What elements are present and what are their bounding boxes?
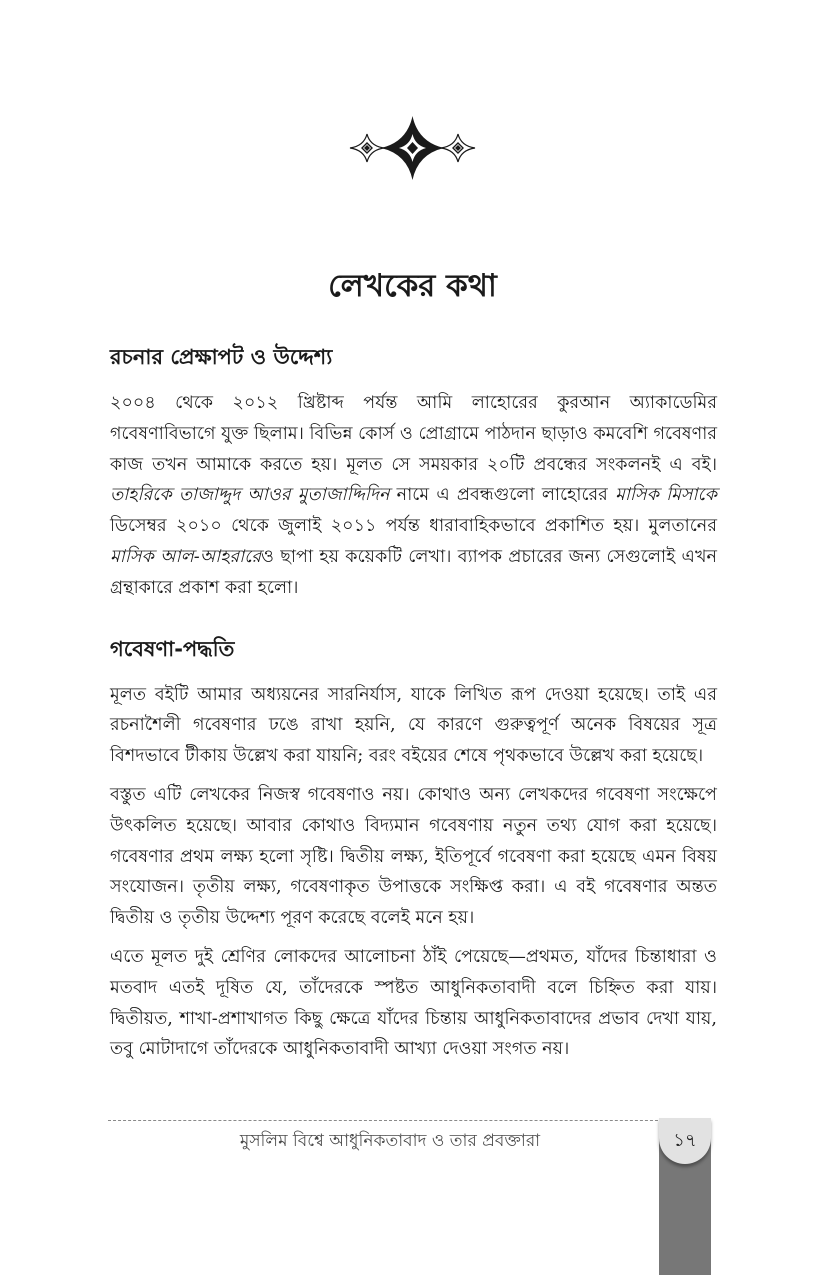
paragraph-text: এতে মূলত দুই শ্রেণির লোকদের আলোচনা ঠাঁই পেয়েছে—প্রথমত, যাঁদের চিন্তাধারা ও মতবাদ এতই দূষিত যে, তাঁদেরকে স্পষ্টত আধুনিকতাবাদী বলে চিহ্নিত করা যায়। দ্বিতীয়ত, শাখা-প্রশাখাগত কিছু ক্ষেত্রে যাঁদের চিন্তায় আধুনিকতাবাদের প্রভাব দেখা যায়, তবু মোটাদাগে তাঁদেরকে আধুনিকতাবাদী আখ্যা দেওয়া সংগত নয়। bbox=[110, 946, 717, 1060]
section-methodology bbox=[110, 632, 717, 1066]
page-number: ১৭ bbox=[673, 1130, 697, 1151]
italic-periodical-name: মাসিক আল-আহরারে bbox=[110, 546, 262, 567]
italic-periodical-name: মাসিক মিসাকে bbox=[615, 485, 717, 506]
running-title: মুসলিম বিশ্বে আধুনিকতাবাদ ও তার প্রবক্তারা bbox=[239, 1131, 541, 1151]
paragraph bbox=[110, 388, 717, 604]
main-content bbox=[110, 340, 717, 1073]
paragraph-text: বস্তুত এটি লেখকের নিজস্ব গবেষণাও নয়। কোথাও অন্য লেখকদের গবেষণা সংক্ষেপে উৎকলিত হয়েছে। আবার কোথাও বিদ্যমান গবেষণায় নতুন তথ্য যোগ করা হয়েছে। গবেষণার প্রথম লক্ষ্য হলো সৃষ্টি। দ্বিতীয় লক্ষ্য, ইতিপূর্বে গবেষণা করা হয়েছে এমন বিষয় সংযোজন। তৃতীয় লক্ষ্য, গবেষণাকৃত উপাত্তকে সংক্ষিপ্ত করা। এ বই গবেষণার অন্তত দ্বিতীয় ও তৃতীয় উদ্দেশ্য পূরণ করেছে বলেই মনে হয়। bbox=[110, 784, 717, 929]
section-heading: গবেষণা-পদ্ধতি bbox=[110, 636, 235, 661]
paragraph-text: ডিসেম্বর ২০১০ থেকে জুলাই ২০১১ পর্যন্ত ধারাবাহিকভাবে প্রকাশিত হয়। মুলতানের bbox=[110, 516, 717, 537]
section-heading: রচনার প্রেক্ষাপট ও উদ্দেশ্য bbox=[110, 345, 333, 369]
paragraph-text: মূলত বইটি আমার অধ্যয়নের সারনির্যাস, যাকে লিখিত রূপ দেওয়া হয়েছে। তাই এর রচনাশৈলী গবেষণার ঢঙে রাখা হয়নি, যে কারণে গুরুত্বপূর্ণ অনেক বিষয়ের সূত্র বিশদভাবে টীকায় উল্লেখ করা যায়নি; বরং বইয়ের শেষে পৃথকভাবে উল্লেখ করা হয়েছে। bbox=[110, 684, 717, 767]
diamond-star-ornament-icon bbox=[340, 112, 485, 184]
paragraph bbox=[110, 780, 717, 934]
paragraph-text: ও ছাপা হয় কয়েকটি লেখা। ব্যাপক প্রচারের জন্য সেগুলোই এখন গ্রন্থাকারে প্রকাশ করা হলো। bbox=[110, 546, 717, 598]
section-background bbox=[110, 340, 717, 604]
paragraph bbox=[110, 942, 717, 1065]
page-title: লেখকের কথা bbox=[328, 268, 497, 304]
paragraph-text: নামে এ প্রবন্ধগুলো লাহোরের bbox=[389, 485, 616, 506]
italic-book-title: তাহরিকে তাজাদ্দুদ আওর মুতাজাদ্দিদিন bbox=[110, 485, 390, 506]
paragraph-text: ২০০৪ থেকে ২০১২ খ্রিষ্টাব্দ পর্যন্ত আমি লাহোরের কুরআন অ্যাকাডেমির গবেষণাবিভাগে যুক্ত ছিলাম। বিভিন্ন কোর্স ও প্রোগ্রামে পাঠদান ছাড়াও কমবেশি গবেষণার কাজ তখন আমাকে করতে হয়। মূলত সে সময়কার ২০টি প্রবন্ধের সংকলনই এ বই। bbox=[110, 393, 717, 475]
footer-divider bbox=[108, 1120, 668, 1121]
paragraph bbox=[110, 680, 717, 772]
